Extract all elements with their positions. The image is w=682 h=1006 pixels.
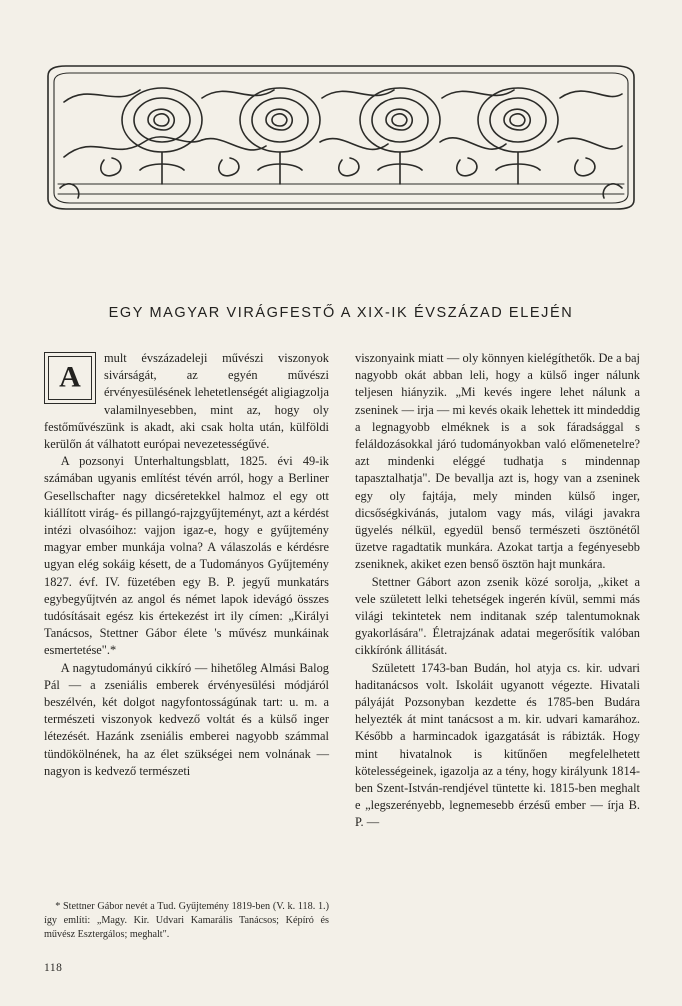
paragraph: A pozsonyi Unterhaltungsblatt, 1825. évi 49-ik számában ugyanis említést tévén arról, hogy a Berliner Gesellschafter nagy dicséretekkel halmoz el egy ott kiállított virág- és pillangó-rajzgyűjteményt, azt a kérdést intézi olvasóihoz: vajjon igaz-e, hogy e gyűjtemény magyar ember munkája volna? A válaszolás e kérdésre ugyan elég sokáig késett, de a Tudományos Gyűjtemény 1827. évf. IV. füzetében egy B. P. jegyű munkatárs egybegyűjtvén az angol és német lapok idevágó összes tudósításait egész kis értekezést irt ily címen: „Királyi Tanácsos, Stettner Gábor élete 's művész munkáinak esmertetése".* bbox=[44, 454, 329, 658]
left-column bbox=[44, 350, 329, 950]
paragraph: Született 1743-ban Budán, hol atyja cs. kir. udvari haditanácsos volt. Iskoláit ugyanott végezte. Hivatali pályáját Pozsonyban kezdette és 1785-ben Budára helyezték át mint tanácsost a m. kir. udvari kamarához. Később a harmincadok igazgatását is rábizták. Hogy mint hivatalnok is kitűnően megfelelhetett kötelességeinek, igazolja az a tény, hogy királyunk 1814-ben Szent-István-rendjével tüntette ki. 1815-ben meghalt e „legszerényebb, legnemesebb érzésű ember — írja B. P. — bbox=[355, 660, 640, 830]
right-column bbox=[355, 350, 640, 950]
drop-cap-letter: A bbox=[59, 360, 81, 394]
drop-cap bbox=[44, 352, 96, 404]
page-number: 118 bbox=[44, 962, 63, 974]
art-nouveau-floral-headpiece-ornament bbox=[44, 62, 638, 212]
paragraph: viszonyaink miatt — oly könnyen kielégíthetők. De a baj nagyobb okát abban leli, hogy a külső inger nálunk teljesen hiányzik. „Mi kevés ingere lehet nálunk a zseninek — irja — mi kevés okaik lehettek itt mindeddig a legnagyobb elméknek is a sok fáradsággal s feláldozásokkal járó tudományokban való előmenetelre? azt mindenki eléggé tudhatja s mindennap tapasztalhatja". De bevallja azt is, hogy van a zseninek egy oly fajtája, mely minden külső inger, dicsőségkivánás, jutalom vagy más, világi javakra ügyelés nélkül, egyedül benső természeti ösztönétől üzetve ragadtatik munkára. Azokat tartja a fegényesebb zseniknek, akiket ezen benső ösztön hajt munkára. bbox=[355, 351, 640, 572]
paragraph: Stettner Gábort azon zsenik közé sorolja, „kiket a vele született lelki tehetségek ingerén kívül, semmi más világi tekintetek nem inditanak szép talentumoknak gyakorlására". Életrajzának adatai megerősítik valóban cikkírónk állitását. bbox=[355, 574, 640, 658]
footnote bbox=[44, 900, 329, 942]
paragraph: mult évszázadeleji művészi viszonyok sivárságát, az egyén művészi érvényesülésének lehetetlenségét aligiagzolja valamilnyesebben, mint az, hogy oly festőművészünk is akadt, aki csak holta után, külföldi kerülőn át válhatott európai nevezetességűvé. bbox=[44, 351, 329, 452]
page-title: EGY MAGYAR VIRÁGFESTŐ A XIX-IK ÉVSZÁZAD ELEJÉN bbox=[108, 305, 574, 321]
footnote-text: * Stettner Gábor nevét a Tud. Gyűjtemény 1819-ben (V. k. 118. 1.) így említi: „Magy. Kir. Udvari Kamarális Tanácsos; Képíró és művész Esztergálos; meghalt". bbox=[44, 901, 329, 940]
paragraph: A nagytudományú cikkíró — hihetőleg Almási Balog Pál — a zseniális emberek érvényesülési módjáról beszélvén, két dolgot nagyfontosságúnak tart: u. m. a természeti viszonyok kedvező voltát és a külső inger létezését. Hazánk zseniális emberei nagyobb számmal tündökölnének, ha az élet szükségei nem volnának — nagyon is kedvező természeti bbox=[44, 660, 329, 778]
body-columns bbox=[44, 350, 640, 950]
